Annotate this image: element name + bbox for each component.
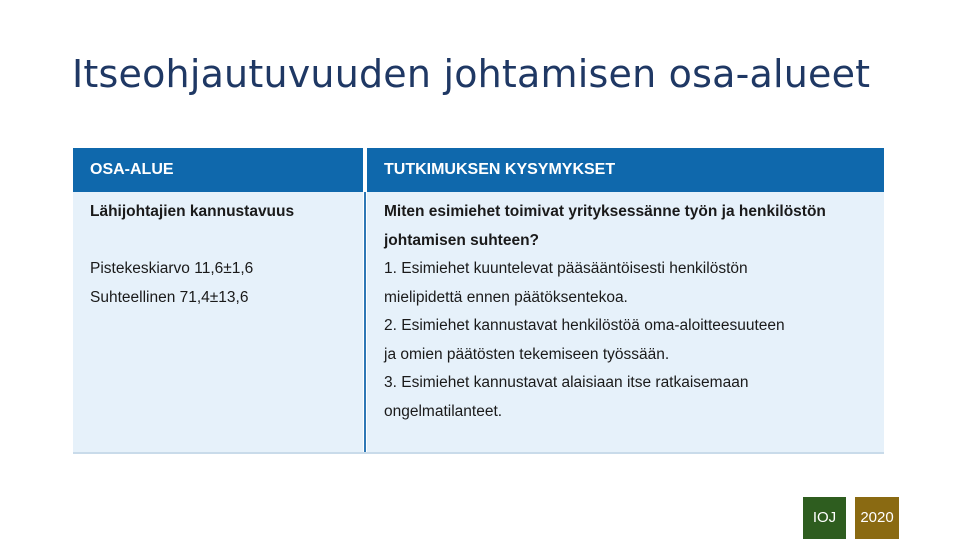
header-tutkimuksen-kysymykset: TUTKIMUKSEN KYSYMYKSET (384, 161, 616, 178)
question-line: mielipidettä ennen päätöksentekoa. (384, 288, 628, 306)
slide-title: Itseohjautuvuuden johtamisen osa-alueet (72, 52, 871, 96)
main-question-line-2: johtamisen suhteen? (384, 231, 540, 249)
column-divider (363, 148, 367, 452)
table-header-row (73, 148, 884, 192)
header-osa-alue: OSA-ALUE (90, 161, 174, 178)
score-relative: Suhteellinen 71,4±13,6 (90, 288, 249, 306)
content-table (73, 148, 884, 454)
year-badge: 2020 (855, 497, 899, 539)
question-line: ja omien päätösten tekemiseen työssään. (384, 345, 670, 363)
question-line: 2. Esimiehet kannustavat henkilöstöä oma-aloitteesuuteen (384, 317, 785, 334)
ioj-badge: IOJ (803, 497, 846, 539)
score-mean: Pistekeskiarvo 11,6±1,6 (90, 260, 254, 277)
main-question-line-1: Miten esimiehet toimivat yrityksessänne työn ja henkilöstön (384, 203, 826, 220)
area-name: Lähijohtajien kannustavuus (90, 203, 295, 220)
question-line: 1. Esimiehet kuuntelevat pääsääntöisesti henkilöstön (384, 260, 748, 277)
question-line: 3. Esimiehet kannustavat alaisiaan itse ratkaisemaan (384, 374, 749, 391)
question-line: ongelmatilanteet. (384, 402, 503, 420)
